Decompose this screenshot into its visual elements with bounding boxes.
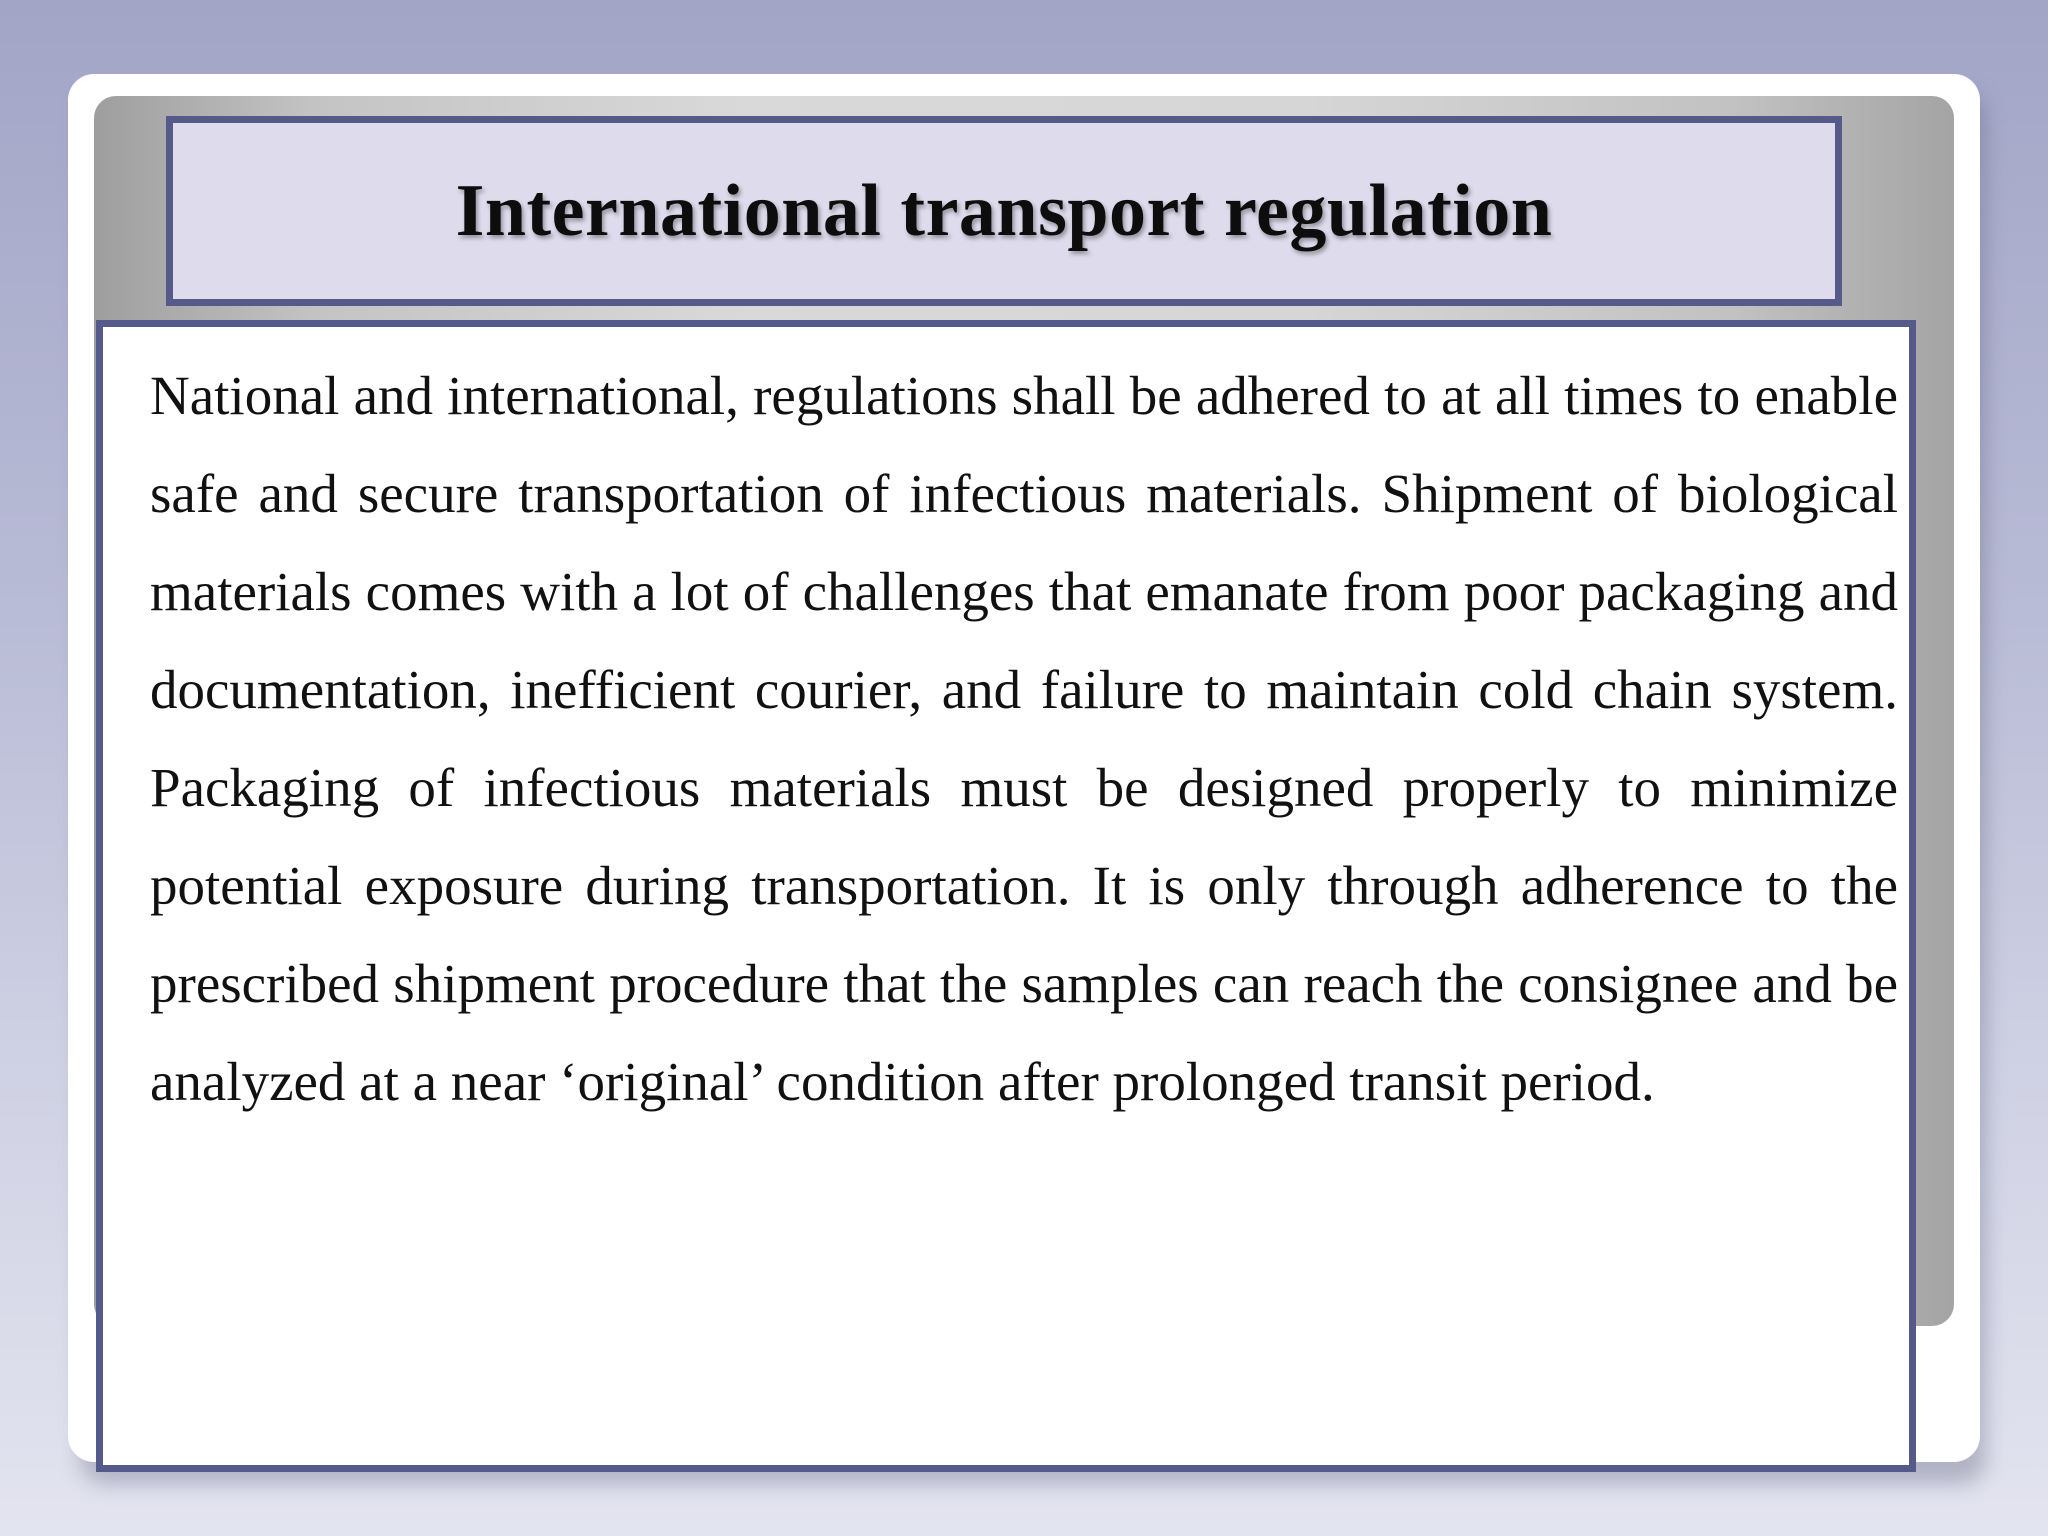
title-box: [166, 116, 1842, 306]
content-box: [96, 320, 1916, 1472]
slide-body-text: National and international, regulations shall be adhered to at all times to enable safe and secure transportation of infectious materials. Shipment of biological materials comes with a lot of challenges that emanate from poor packaging and documentation, inefficient courier, and failure to maintain cold chain system. Packaging of infectious materials must be designed properly to minimize potential exposure during transportation. It is only through adherence to the prescribed shipment procedure that the samples can reach the consignee and be analyzed at a near ‘original’ condition after prolonged transit period.: [150, 365, 1898, 1112]
slide-title: International transport regulation: [455, 169, 1553, 252]
